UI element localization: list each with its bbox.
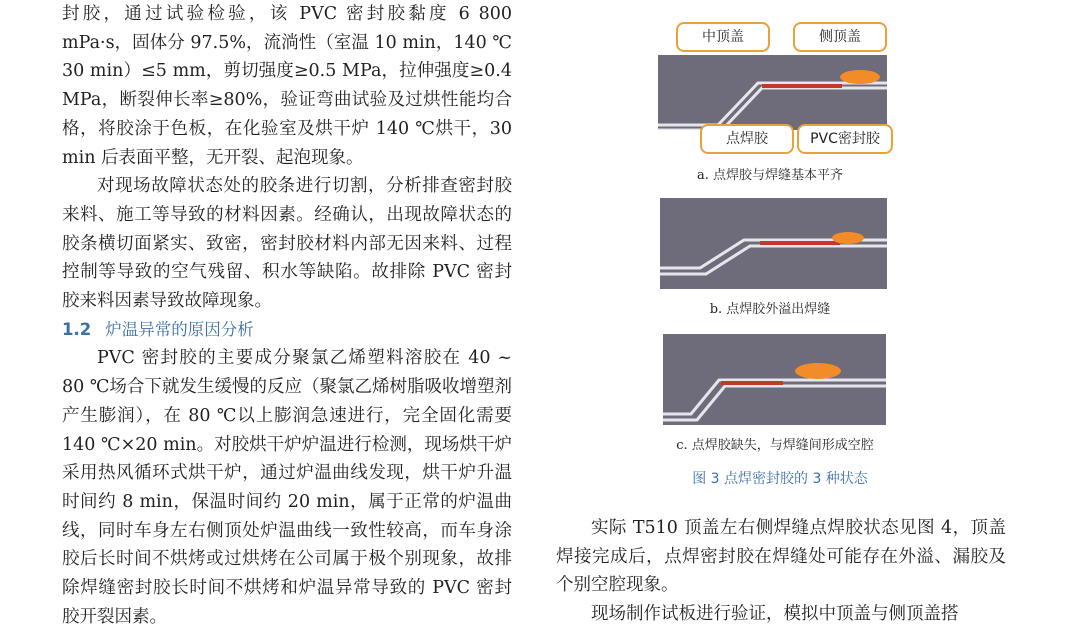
figure-panel-a [658,55,887,130]
section-number: 1.2 [62,319,92,339]
cross-section-diagram-b [660,198,887,289]
cross-section-diagram-a [658,55,887,130]
pvc-sealant-bead [840,70,880,84]
label-center-roof: 中顶盖 [676,22,770,52]
diagram-background [658,55,887,130]
label-spot-weld-glue: 点焊胶 [700,124,794,154]
spot-weld-glue [760,241,840,245]
spot-weld-glue [721,381,783,385]
paragraph-oven-temperature: PVC 密封胶的主要成分聚氯乙烯塑料溶胶在 40 ~ 80 ℃场合下就发生缓慢的反应（聚氯乙烯树脂吸收增塑剂产生膨润），在 80 ℃以上膨润急速进行，完全固化需要 140 ℃×20 min。对胶烘干炉炉温进行检测，现场烘干炉采用热风循环式烘干炉，通过炉温曲线发现，烘干炉升温时间约 8 min，保温时间约 20 min，属于正常的炉温曲线，同时车身左右侧顶处炉温曲线一致性较高，而车身涂胶后长时间不烘烤或过烘烤在公司属于极个别现象，故排除焊缝密封胶长时间不烘烤和炉温异常导致的 PVC 密封胶开裂因素。 [62,348,512,627]
paragraph-material-test: 封胶，通过试验检验，该 PVC 密封胶黏度 6 800 mPa·s，固体分 97.5%，流淌性（室温 10 min，140 ℃ 30 min）≤5 mm，剪切强度≥0.5 MPa，拉伸强度≥0.4 MPa，断裂伸长率≥80%，验证弯曲试验及过烘性能均合格，将胶涂于色板，在化验室及烘干炉 140 ℃烘干，30 min 后表面平整，无开裂、起泡现象。 [62,4,512,168]
figure-title: 图 3 点焊密封胶的 3 种状态 [692,471,868,487]
spot-weld-glue [762,84,842,88]
caption-c: c. 点焊胶缺失，与焊缝间形成空腔 [676,438,874,453]
caption-b: b. 点焊胶外溢出焊缝 [709,302,831,317]
left-column [62,0,512,631]
label-side-roof: 侧顶盖 [793,22,887,52]
section-heading [62,316,512,345]
cross-section-diagram-c [663,334,886,425]
pvc-sealant-bead [795,363,841,379]
figure-panel-c [663,334,886,425]
paragraph-t510-state: 实际 T510 顶盖左右侧焊缝点焊胶状态见图 4，顶盖焊接完成后，点焊密封胶在焊缝处可能存在外溢、漏胶及个别空腔现象。 [556,518,1006,596]
paragraph-test-panel: 现场制作试板进行验证，模拟中顶盖与侧顶盖搭 [591,604,959,625]
section-title: 炉温异常的原因分析 [105,319,254,339]
pvc-sealant-bead [832,232,864,244]
paragraph-glue-cut-analysis: 对现场故障状态处的胶条进行切割，分析排查密封胶来料、施工等导致的材料因素。经确认，出现故障状态的胶条横切面紧实、致密，密封胶材料内部无因来料、过程控制等导致的空气残留、积水等缺陷。故排除 PVC 密封胶来料因素导致故障现象。 [62,176,512,312]
right-column [556,514,1006,629]
label-pvc-sealant: PVC密封胶 [797,124,893,154]
caption-a: a. 点焊胶与焊缝基本平齐 [696,168,843,183]
figure-panel-b [660,198,887,289]
